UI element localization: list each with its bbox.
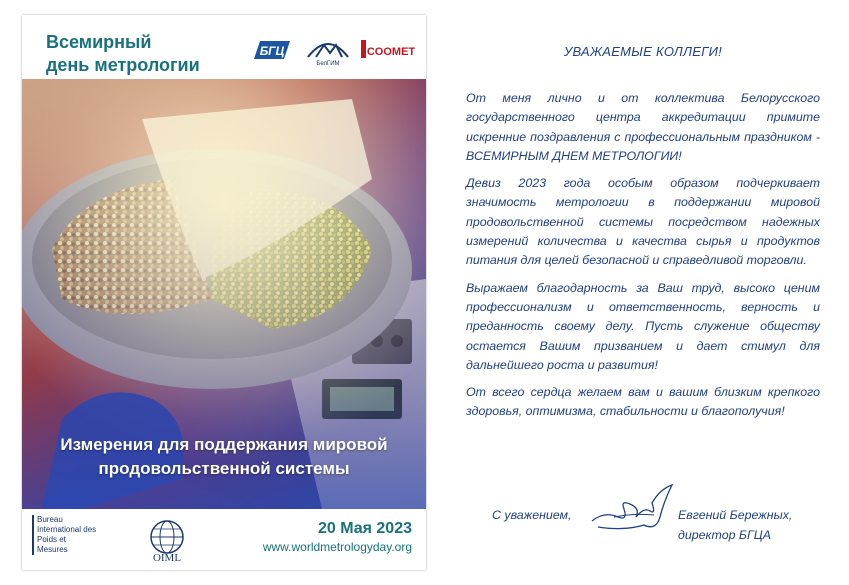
bipm-logo <box>32 515 147 555</box>
letter-paragraph: Выражаем благодарность за Ваш труд, высоко ценим профессионализм и ответственность, верность и преданность своему делу. Пусть служение обществу остается Вашим призванием и дает стимул для дальнейшего роста и развития! <box>466 280 820 372</box>
oiml-logo-text: OIML <box>152 552 182 563</box>
oiml-logo <box>138 517 196 563</box>
belgim-logo <box>304 37 352 67</box>
poster <box>22 15 426 570</box>
event-website: www.worldmetrologyday.org <box>262 540 412 554</box>
bst-logo <box>250 37 294 65</box>
event-date: 20 Мая 2023 <box>317 520 412 537</box>
poster-title <box>46 31 236 77</box>
coomet-logo-text: COOMET <box>366 46 416 58</box>
signer <box>678 506 792 545</box>
poster-title-line1: Всемирный <box>46 32 152 52</box>
bipm-line: International des <box>37 525 97 534</box>
letter-paragraph: От меня лично и от коллектива Белорусского государственного центра аккредитации примите искренние поздравления с профессиональным праздником - ВСЕМИРНЫМ ДНЕМ МЕТРОЛОГИИ! <box>466 91 820 163</box>
poster-slogan <box>22 433 426 481</box>
bst-logo-text: БГЦ <box>259 44 285 58</box>
handwritten-signature <box>584 481 684 537</box>
poster-title-line2: день метрологии <box>46 55 200 75</box>
bipm-line: Mesures <box>37 545 68 554</box>
signer-title: директор БГЦА <box>678 527 771 542</box>
letter-paragraph: Девиз 2023 года особым образом подчеркивает значимость метрологии в поддержании мировой продовольственной системы посредством надежных измерений количества и качества сырья и продуктов питания для целей безопасной и справедливой торговли. <box>466 176 820 268</box>
poster-slogan-line1: Измерения для поддержания мировой <box>60 435 388 454</box>
letter-greeting: УВАЖАЕМЫЕ КОЛЛЕГИ! <box>563 44 723 59</box>
signer-name: Евгений Бережных, <box>678 508 793 522</box>
letter <box>466 44 820 430</box>
bipm-line: Poids et <box>37 535 66 544</box>
belgim-logo-text: БелГИМ <box>316 61 340 67</box>
signature-block <box>492 503 822 553</box>
poster-slogan-line2: продовольственной системы <box>98 459 350 478</box>
letter-paragraph: От всего сердца желаем вам и вашим близким крепкого здоровья, оптимизма, стабильности и благополучия! <box>466 385 820 419</box>
bipm-line: Bureau <box>37 515 63 524</box>
coomet-logo <box>360 37 416 63</box>
sign-regards: С уважением, <box>492 508 572 522</box>
